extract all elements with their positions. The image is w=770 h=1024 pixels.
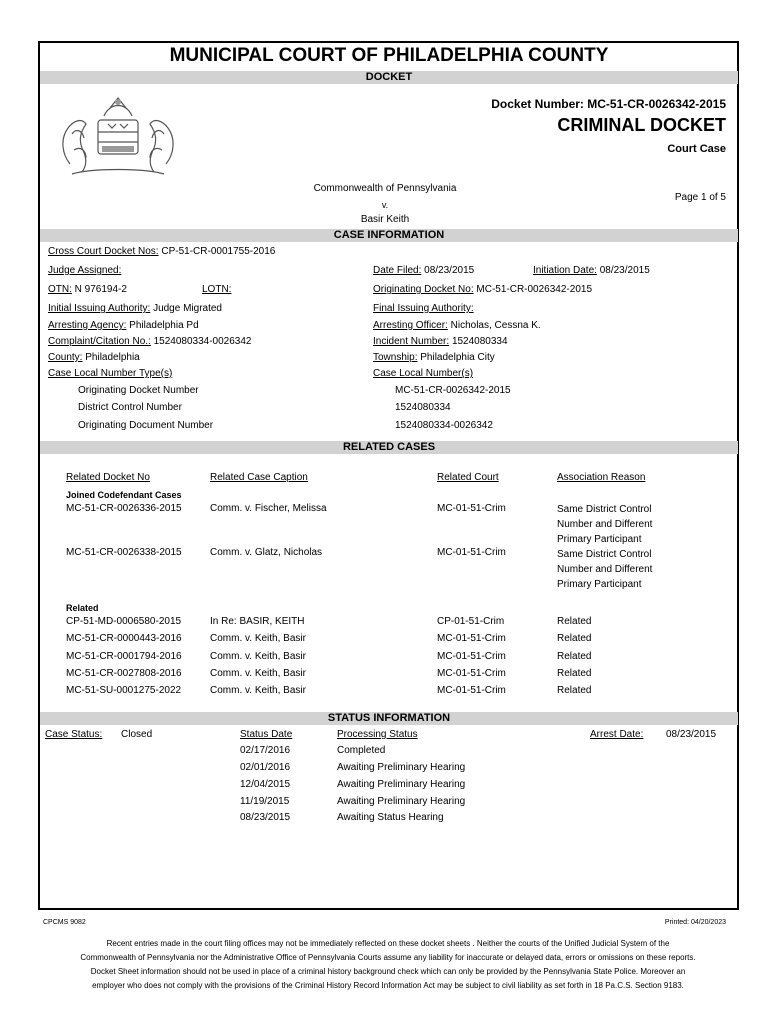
- table-row-court: MC-01-51-Crim: [437, 668, 506, 679]
- status-information-bar: STATUS INFORMATION: [40, 712, 738, 725]
- codefendant-group-label: Joined Codefendant Cases: [66, 490, 182, 500]
- township-row: [373, 352, 495, 364]
- status-row-date: 02/17/2016: [240, 745, 291, 756]
- initiation-date-label: Initiation Date:: [533, 265, 597, 276]
- date-filed-label: Date Filed:: [373, 265, 422, 276]
- local-type-0: Originating Docket Number: [78, 385, 199, 396]
- case-status-value: Closed: [121, 729, 153, 740]
- disclaimer: Recent entries made in the court filing offices may not be immediately reflected on these docket sheets . Neither the courts of the Unified Judicial System of the Commonwealth of Pennsylvania nor the Administrative Office of Pennsylvania Courts assume any liability for inaccurate or delayed data, errors or omissions on these reports. Docket Sheet information should not be used in place of a criminal history background check which can only be provided by the Pennsylvania State Police. Moreover an employer who does not comply with the provisions of the Criminal History Record Information Act may be subject to civil liability as set forth in 18 Pa.C.S. Section 9183.: [80, 939, 696, 990]
- local-number-0: MC-51-CR-0026342-2015: [395, 385, 511, 396]
- table-row-reason-line: Same District Control: [557, 504, 652, 515]
- arresting-agency-label: Arresting Agency:: [48, 320, 127, 331]
- cross-court-row: [48, 246, 275, 258]
- lotn-label: LOTN:: [202, 284, 232, 295]
- docket-bar: DOCKET: [40, 71, 738, 84]
- local-number-1: 1524080334: [395, 402, 451, 413]
- caption-plaintiff: Commonwealth of Pennsylvania: [313, 183, 457, 194]
- table-row-caption: Comm. v. Fischer, Melissa: [210, 503, 327, 514]
- case-status-label: Case Status:: [45, 729, 103, 740]
- local-types-label: Case Local Number Type(s): [48, 368, 173, 379]
- table-row-reason-line: Number and Different: [557, 564, 653, 575]
- arresting-agency-value: Philadelphia Pd: [129, 320, 199, 331]
- originating-docket-row: [373, 284, 592, 296]
- originating-docket-value: MC-51-CR-0026342-2015: [476, 284, 593, 295]
- table-row-reason: Related: [557, 685, 592, 696]
- table-row-court: MC-01-51-Crim: [437, 633, 506, 644]
- table-row-docket: MC-51-CR-0026338-2015: [66, 547, 182, 558]
- table-row-court: MC-01-51-Crim: [437, 547, 506, 558]
- local-numbers-label: Case Local Number(s): [373, 368, 474, 379]
- table-row-docket: MC-51-CR-0026336-2015: [66, 503, 182, 514]
- table-row-caption: In Re: BASIR, KEITH: [210, 616, 305, 627]
- table-row-reason-line: Primary Participant: [557, 579, 642, 590]
- caption-versus: v.: [381, 200, 389, 210]
- complaint-label: Complaint/Citation No.:: [48, 336, 151, 347]
- table-row-reason: Related: [557, 651, 592, 662]
- court-title: MUNICIPAL COURT OF PHILADELPHIA COUNTY: [169, 45, 609, 66]
- caption-defendant: Basir Keith: [360, 214, 410, 225]
- arresting-officer-row: [373, 320, 541, 332]
- incident-row: [373, 336, 508, 348]
- table-row-court: CP-01-51-Crim: [437, 616, 505, 627]
- table-row-reason-line: Same District Control: [557, 549, 652, 560]
- status-row-status: Completed: [337, 745, 386, 756]
- related-header-court: Related Court: [437, 472, 499, 483]
- table-row-court: MC-01-51-Crim: [437, 503, 506, 514]
- final-authority-label: Final Issuing Authority:: [373, 303, 474, 314]
- county-value: Philadelphia: [85, 352, 140, 363]
- initial-authority-label: Initial Issuing Authority:: [48, 303, 151, 314]
- originating-docket-label: Originating Docket No:: [373, 284, 474, 295]
- related-header-caption: Related Case Caption: [210, 472, 308, 483]
- table-row-docket: MC-51-CR-0027808-2016: [66, 668, 182, 679]
- table-row-docket: MC-51-CR-0000443-2016: [66, 633, 182, 644]
- county-row: [48, 352, 140, 364]
- form-id: CPCMS 9082: [43, 919, 86, 926]
- initial-authority-row: [48, 303, 222, 315]
- cross-court-label: Cross Court Docket Nos:: [48, 246, 159, 257]
- initiation-date-value: 08/23/2015: [599, 265, 650, 276]
- status-row-status: Awaiting Preliminary Hearing: [337, 779, 466, 790]
- page-indicator: Page 1 of 5: [674, 192, 726, 203]
- status-row-date: 02/01/2016: [240, 762, 291, 773]
- table-row-docket: CP-51-MD-0006580-2015: [66, 616, 182, 627]
- township-label: Township:: [373, 352, 418, 363]
- table-row-caption: Comm. v. Keith, Basir: [210, 651, 306, 662]
- complaint-value: 1524080334-0026342: [153, 336, 252, 347]
- table-row-reason: Related: [557, 633, 592, 644]
- arrest-date-value: 08/23/2015: [666, 729, 717, 740]
- arresting-officer-value: Nicholas, Cessna K.: [450, 320, 541, 331]
- arresting-agency-row: [48, 320, 199, 332]
- status-row-date: 11/19/2015: [240, 796, 290, 807]
- table-row-reason-line: Primary Participant: [557, 534, 642, 545]
- status-row-date: 12/04/2015: [240, 779, 291, 790]
- pennsylvania-seal-icon: [52, 94, 184, 180]
- otn-value: N 976194-2: [74, 284, 127, 295]
- table-row-reason: Related: [557, 668, 592, 679]
- local-type-2: Originating Document Number: [78, 420, 214, 431]
- docket-number: Docket Number: MC-51-CR-0026342-2015: [491, 97, 726, 111]
- table-row-reason-line: Number and Different: [557, 519, 653, 530]
- incident-value: 1524080334: [451, 336, 508, 347]
- date-filed-value: 08/23/2015: [424, 265, 475, 276]
- arresting-officer-label: Arresting Officer:: [373, 320, 448, 331]
- status-row-status: Awaiting Preliminary Hearing: [337, 796, 466, 807]
- status-date-header: Status Date: [240, 729, 293, 740]
- related-header-docket: Related Docket No: [66, 472, 150, 483]
- related-group-label: Related: [66, 603, 99, 613]
- otn-row: [48, 284, 127, 296]
- table-row-caption: Comm. v. Glatz, Nicholas: [210, 547, 323, 558]
- docket-type: CRIMINAL DOCKET: [557, 115, 726, 135]
- local-type-1: District Control Number: [78, 402, 182, 413]
- incident-label: Incident Number:: [373, 336, 450, 347]
- arrest-date-label: Arrest Date:: [590, 729, 644, 740]
- table-row-court: MC-01-51-Crim: [437, 685, 506, 696]
- printed-date: Printed: 04/20/2023: [664, 919, 726, 926]
- table-row-docket: MC-51-CR-0001794-2016: [66, 651, 182, 662]
- initial-authority-value: Judge Migrated: [153, 303, 222, 314]
- county-label: County:: [48, 352, 83, 363]
- status-row-status: Awaiting Status Hearing: [337, 812, 444, 823]
- otn-label: OTN:: [48, 284, 72, 295]
- court-case-label: Court Case: [667, 143, 726, 155]
- processing-status-header: Processing Status: [337, 729, 418, 740]
- complaint-row: [48, 336, 252, 348]
- judge-label: Judge Assigned:: [48, 265, 122, 276]
- date-filed-row: [373, 265, 474, 277]
- case-information-bar: CASE INFORMATION: [40, 229, 738, 242]
- table-row-caption: Comm. v. Keith, Basir: [210, 633, 306, 644]
- related-header-reason: Association Reason: [557, 472, 646, 483]
- status-row-status: Awaiting Preliminary Hearing: [337, 762, 466, 773]
- initiation-date-row: [533, 265, 650, 277]
- table-row-court: MC-01-51-Crim: [437, 651, 506, 662]
- table-row-reason: Related: [557, 616, 592, 627]
- township-value: Philadelphia City: [420, 352, 495, 363]
- table-row-caption: Comm. v. Keith, Basir: [210, 685, 306, 696]
- status-row-date: 08/23/2015: [240, 812, 291, 823]
- cross-court-value: CP-51-CR-0001755-2016: [161, 246, 276, 257]
- table-row-caption: Comm. v. Keith, Basir: [210, 668, 306, 679]
- local-number-2: 1524080334-0026342: [395, 420, 493, 431]
- table-row-docket: MC-51-SU-0001275-2022: [66, 685, 182, 696]
- related-cases-bar: RELATED CASES: [40, 441, 738, 454]
